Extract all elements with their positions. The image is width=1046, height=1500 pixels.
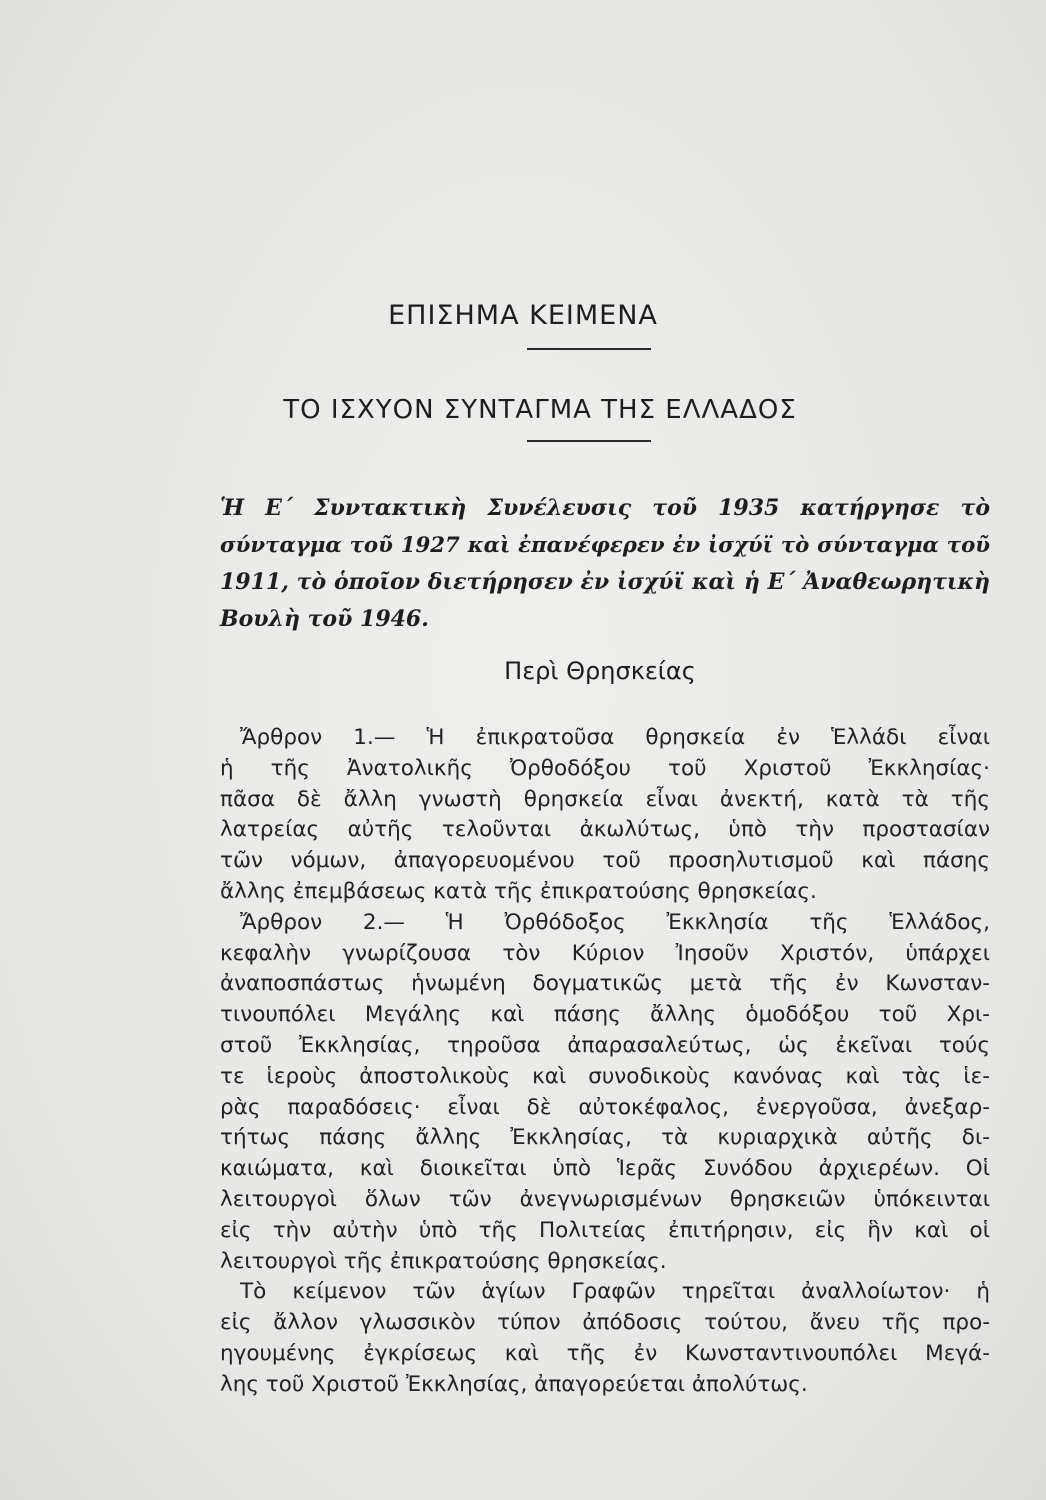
text-line: λειτουργοὶ ὅλων τῶν ἀνεγνωρισμένων θρησκειῶν ὑπόκεινται: [220, 1186, 990, 1212]
heading-divider-bottom: [527, 440, 651, 442]
text-line: τήτως πάσης ἄλλης Ἐκκλησίας, τὰ κυριαρχικὰ αὐτῆς δι-: [220, 1125, 990, 1151]
text-line: εἰς ἄλλον γλωσσικὸν τύπον ἀπόδοσις τούτου, ἄνευ τῆς προ-: [220, 1310, 990, 1336]
text-line: ρὰς παραδόσεις· εἶναι δὲ αὐτοκέφαλος, ἐνεργοῦσα, ἀνεξαρ-: [220, 1094, 990, 1120]
intro-line: Βουλὴ τοῦ 1946.: [220, 606, 429, 632]
text-line: ἀναποσπάστως ἡνωμένη δογματικῶς μετὰ τῆς ἐν Κωνσταν-: [220, 971, 990, 997]
text-line: καιώματα, καὶ διοικεῖται ὑπὸ Ἱερᾶς Συνόδου ἀρχιερέων. Οἱ: [220, 1156, 990, 1182]
text-line: ἡ τῆς Ἀνατολικῆς Ὀρθοδόξου τοῦ Χριστοῦ Ἐκκλησίας·: [220, 755, 990, 781]
text-line: στοῦ Ἐκκλησίας, τηροῦσα ἀπαρασαλεύτως, ὡς ἐκεῖναι τούς: [220, 1032, 990, 1058]
text-line: λειτουργοὶ τῆς ἐπικρατούσης θρησκείας.: [220, 1248, 667, 1274]
text-line: λης τοῦ Χριστοῦ Ἐκκλησίας, ἀπαγορεύεται ἀπολύτως.: [220, 1371, 808, 1397]
text-line: εἰς τὴν αὐτὴν ὑπὸ τῆς Πολιτείας ἐπιτήρησιν, εἰς ἣν καὶ οἱ: [220, 1217, 990, 1243]
articles-text: [220, 723, 990, 1401]
text-line: κεφαλὴν γνωρίζουσα τὸν Κύριον Ἰησοῦν Χριστόν, ὑπάρχει: [220, 940, 990, 966]
section-title: Περὶ Θρησκείας: [504, 657, 696, 685]
text-line: τινουπόλει Μεγάλης καὶ πάσης ἄλλης ὁμοδόξου τοῦ Χρι-: [220, 1002, 990, 1028]
intro-line: 1911, τὸ ὁποῖον διετήρησεν ἐν ἰσχύϊ καὶ ἡ Ε΄ Ἀναθεωρητικὴ: [220, 569, 990, 595]
text-line: Τὸ κείμενον τῶν ἁγίων Γραφῶν τηρεῖται ἀναλλοίωτον· ἡ: [240, 1279, 990, 1305]
page-heading: ΕΠΙΣΗΜΑ ΚΕΙΜΕΝΑ: [388, 300, 658, 331]
text-line: τῶν νόμων, ἀπαγορευομένου τοῦ προσηλυτισμοῦ καὶ πάσης: [220, 848, 990, 874]
text-line: πᾶσα δὲ ἄλλη γνωστὴ θρησκεία εἶναι ἀνεκτή, κατὰ τὰ τῆς: [220, 786, 990, 812]
text-line: Ἄρθρον 1.— Ἡ ἐπικρατοῦσα θρησκεία ἐν Ἑλλάδι εἶναι: [240, 725, 990, 750]
text-line: ἄλλης ἐπεμβάσεως κατὰ τῆς ἐπικρατούσης θρησκείας.: [220, 878, 817, 904]
intro-line: σύνταγμα τοῦ 1927 καὶ ἐπανέφερεν ἐν ἰσχύϊ τὸ σύνταγμα τοῦ: [220, 533, 990, 558]
intro-line: Ἡ Ε΄ Συντακτικὴ Συνέλευσις τοῦ 1935 κατήργησε τὸ: [220, 495, 990, 521]
text-line: λατρείας αὐτῆς τελοῦνται ἀκωλύτως, ὑπὸ τὴν προστασίαν: [220, 817, 990, 843]
text-line: ηγουμένης ἐγκρίσεως καὶ τῆς ἐν Κωνσταντινουπόλει Μεγά-: [220, 1340, 990, 1366]
heading-divider-top: [527, 348, 651, 350]
text-line: τε ἱεροὺς ἀποστολικοὺς καὶ συνοδικοὺς κανόνας καὶ τὰς ἱε-: [220, 1063, 990, 1089]
intro-paragraph: [220, 490, 990, 638]
text-line: Ἄρθρον 2.— Ἡ Ὀρθόδοξος Ἐκκλησία τῆς Ἑλλάδος,: [240, 909, 990, 935]
constitution-title: ΤΟ ΙΣΧΥΟΝ ΣΥΝΤΑΓΜΑ ΤΗΣ ΕΛΛΑΔΟΣ: [283, 395, 797, 425]
